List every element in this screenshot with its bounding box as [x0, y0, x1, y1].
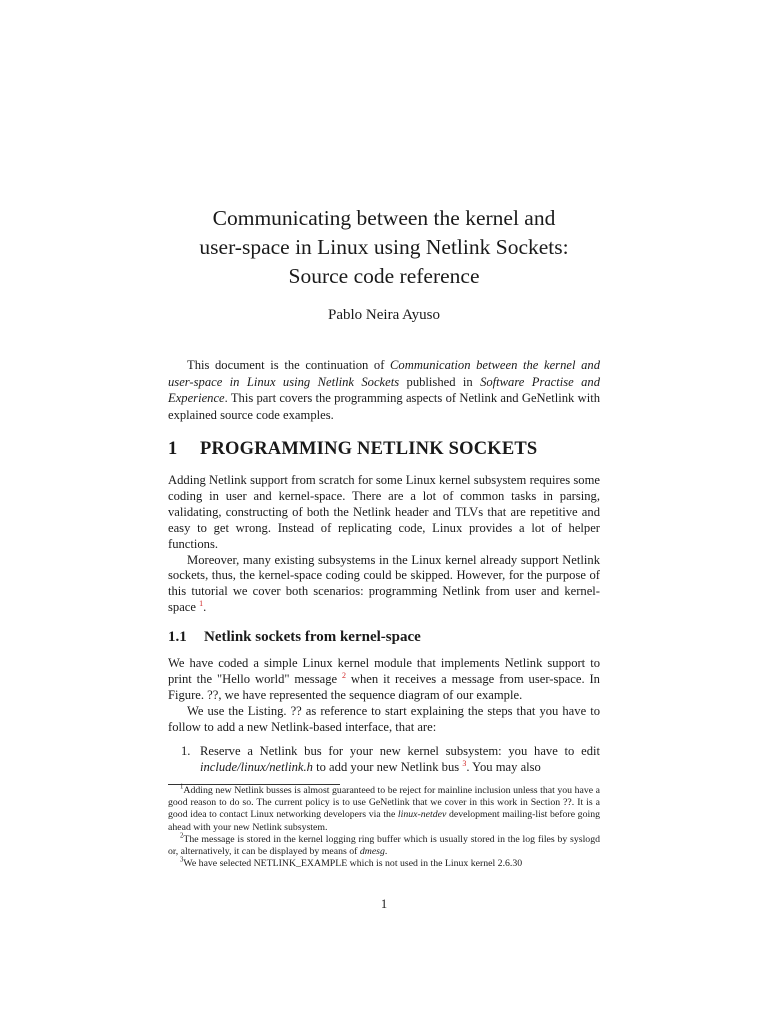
- footnote: [168, 834, 600, 858]
- subsection-number: 1.1: [168, 629, 187, 645]
- paragraph: We use the Listing. ?? as reference to start explaining the steps that you have to follow to add a new Netlink-based interface, that are:: [168, 703, 600, 734]
- paragraph: [168, 656, 600, 704]
- mailing-list-name: linux-netdev: [397, 809, 447, 821]
- footnote-text: Adding new Netlink busses is almost guaranteed to be reject for mainline inclusion unless that you have a good reason to do so. The current policy is to use GeNetlink that we cover in this work in Section ??. It is a good idea to contact Linux networking developers via the: [168, 785, 600, 821]
- subsection-title: Netlink sockets from kernel-space: [204, 629, 421, 645]
- paragraph: [168, 553, 600, 617]
- section-number: 1: [168, 439, 178, 459]
- list-item-text: . You may also: [466, 759, 541, 774]
- paragraph-text: We have coded a simple Linux kernel module that implements Netlink support to print the "Hello world" message: [168, 656, 600, 686]
- abstract-text: . This part covers the programming aspects of Netlink and GeNetlink with explained source code examples.: [168, 391, 600, 422]
- title-line-1: Communicating between the kernel and: [212, 206, 556, 230]
- paragraph: Adding Netlink support from scratch for some Linux kernel subsystem requires some coding in user and kernel-space. There are a lot of common tasks in parsing, validating, constructing of both the Netlink header and TLVs that are repetitive and easy to get wrong. Instead of replicating code, Linux provides a lot of helper functions.: [168, 473, 600, 551]
- footnote-text: The message is stored in the kernel logging ring buffer which is usually stored in the log files by syslogd or, alternatively, it can be displayed by means of: [168, 833, 600, 858]
- footnote-text: .: [384, 846, 388, 858]
- abstract-cited-title: Communication between the kernel and user-space in Linux using Netlink Sockets: [168, 358, 600, 389]
- list-item-text: to add your new Netlink bus: [312, 759, 463, 774]
- numbered-list: [181, 744, 600, 776]
- footnote: [168, 858, 600, 870]
- abstract-text: This document is the continuation of: [187, 358, 391, 372]
- abstract-journal: Software Practise and Experience: [168, 374, 600, 406]
- title-line-3: Source code reference: [288, 264, 480, 288]
- paragraph-text: when it receives a message from user-space. In Figure. ??, we have represented the sequence diagram of our example.: [168, 671, 600, 702]
- author-name: Pablo Neira Ayuso: [328, 307, 440, 323]
- title-line-2: user-space in Linux using Netlink Sockets:: [199, 235, 569, 259]
- footnote-mark: 2: [180, 832, 184, 840]
- subsection-body: [168, 656, 600, 736]
- list-item-text: Reserve a Netlink bus for your new kernel subsystem: you have to edit: [200, 744, 600, 758]
- list-item: [200, 744, 600, 776]
- abstract-text: published in: [399, 374, 481, 389]
- footnote-link[interactable]: 2: [341, 670, 346, 680]
- command-name: dmesg: [359, 846, 385, 858]
- document-title: [140, 204, 628, 291]
- section-heading: [168, 439, 600, 460]
- footnote: [168, 785, 600, 834]
- footnote-link[interactable]: 3: [462, 758, 467, 768]
- footnote-mark: 1: [180, 783, 184, 791]
- section-body: [168, 473, 600, 616]
- paragraph-text: .: [203, 600, 207, 615]
- footnote-text: We have selected NETLINK_EXAMPLE which is not used in the Linux kernel 2.6.30: [183, 858, 523, 870]
- abstract: [168, 357, 600, 423]
- footnote-text: development mailing-list before going ahead with your new Netlink subsystem.: [168, 809, 600, 833]
- subsection-heading: [168, 629, 600, 646]
- footnote-mark: 3: [180, 856, 184, 864]
- section-title: PROGRAMMING NETLINK SOCKETS: [200, 439, 538, 459]
- paragraph-text: Moreover, many existing subsystems in the Linux kernel already support Netlink sockets, thus, the kernel-space coding could be skipped. However, for the purpose of this tutorial we cover both scenarios: programming Netlink from user and kernel-space: [168, 552, 600, 615]
- page-number: 1: [380, 897, 388, 911]
- file-path: include/linux/netlink.h: [200, 759, 313, 774]
- list-marker: 1.: [181, 744, 191, 758]
- footnotes: [168, 785, 600, 870]
- footnote-link[interactable]: 1: [199, 599, 204, 609]
